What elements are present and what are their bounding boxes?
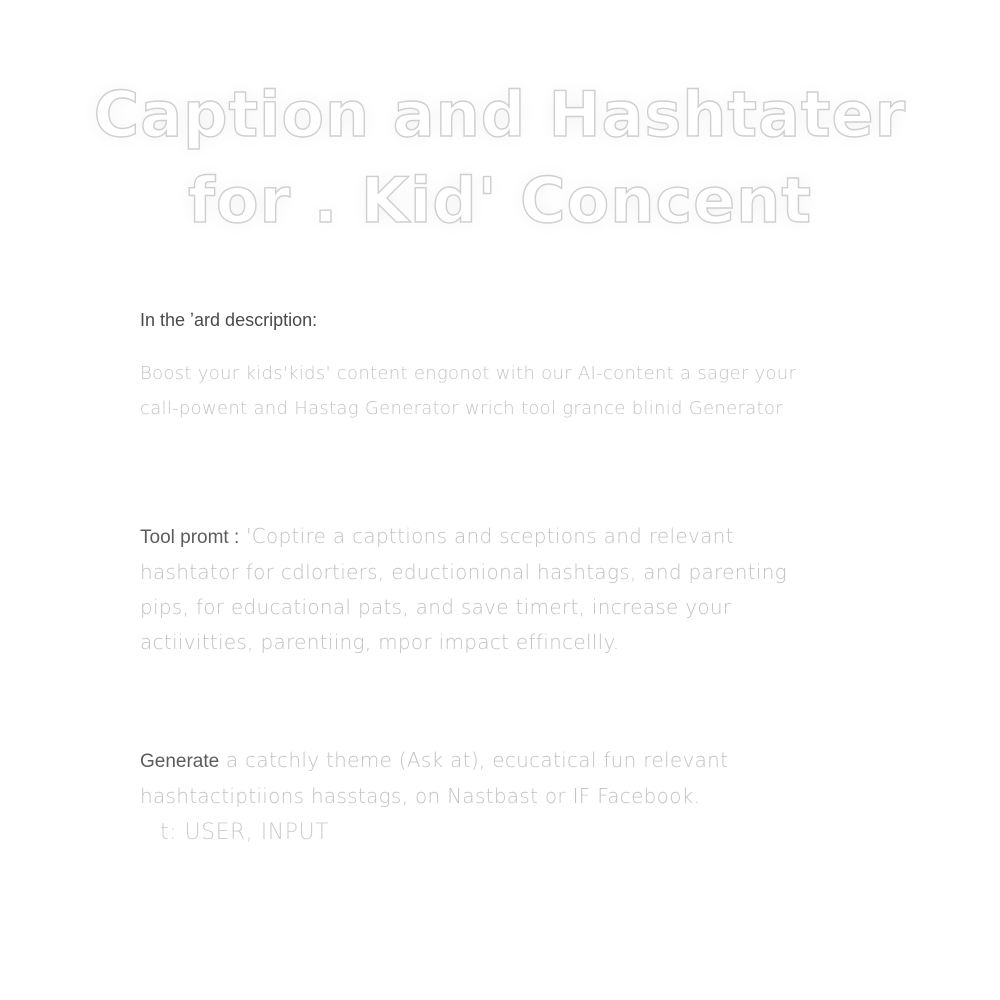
title-line-2: for . Kid' Concent	[188, 164, 812, 237]
prompt-text-1: 'Coptire a capttions and sceptions and relevant	[245, 524, 734, 548]
title-line-1: Caption and Hashtater	[93, 78, 907, 151]
prompt-line-2: hashtator for cdlortiers, eductionional hashtags, and parenting	[140, 560, 787, 584]
generate-section	[140, 743, 860, 814]
generate-line-2: hashtactiptiions hasstags, on Nastbast or IF Facebook.	[140, 784, 701, 808]
prompt-line-3: pips, for educational pats, and save timert, increase your	[140, 595, 732, 619]
description-text	[140, 356, 860, 426]
description-label: In the ʼard description:	[140, 310, 318, 330]
prompt-label: Tool promt :	[140, 527, 240, 548]
prompt-line-1	[140, 519, 860, 555]
user-input-placeholder[interactable]: t: USER, INPUT	[160, 820, 330, 845]
page-title	[60, 72, 940, 244]
prompt-line-4: actiivitties, parentiing, mpor impact effincellly.	[140, 630, 620, 654]
generate-line-1	[140, 743, 860, 779]
generate-label: Generate	[140, 751, 220, 772]
tool-prompt	[140, 519, 860, 660]
generate-text-1: a catchly theme (Ask at), ecucatical fun relevant	[219, 748, 729, 772]
description-line-1: Boost your kids'kids' content engonot with our AI-content a sager your	[140, 363, 797, 384]
description-line-2: call-powent and Hastag Generator wrich tool grance blinid Generator	[140, 398, 783, 419]
